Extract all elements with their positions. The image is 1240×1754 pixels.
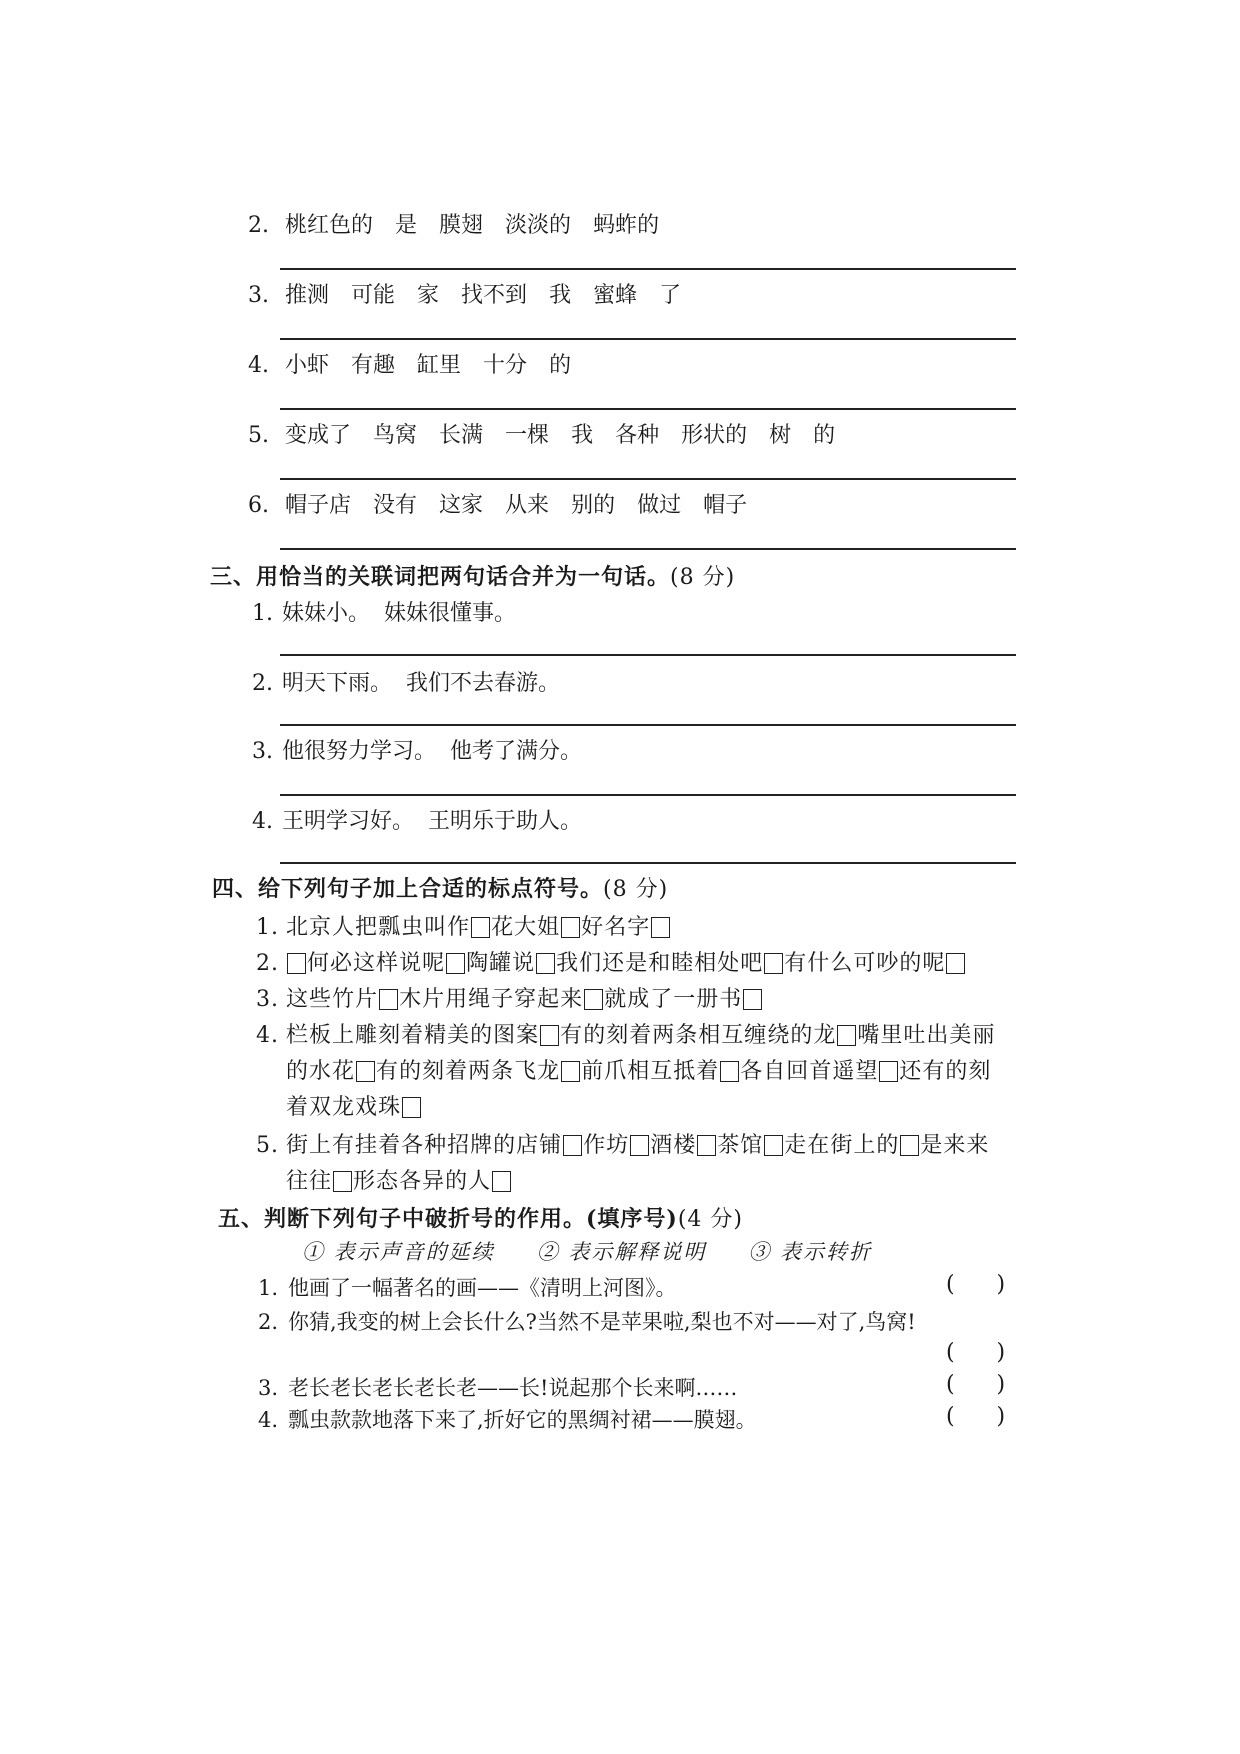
word: 变成了: [285, 423, 352, 448]
combine-item-3: [252, 734, 582, 765]
item-number: 3.: [258, 1376, 279, 1400]
word: 树: [769, 423, 792, 448]
punctuation-line[interactable]: 往往 形态各异的人: [286, 1169, 512, 1194]
word: 鸟窝: [373, 423, 418, 448]
punctuation-box[interactable]: [946, 953, 965, 974]
item-number: 4.: [248, 353, 269, 378]
item-text: 他画了一幅著名的画——《清明上河图》。: [288, 1276, 677, 1300]
punctuation-box[interactable]: [900, 1135, 919, 1156]
item-number: 6.: [248, 493, 269, 518]
word: 淡淡的: [505, 213, 572, 238]
punctuation-item-5-cont: [286, 1164, 512, 1195]
punctuation-box[interactable]: [764, 953, 783, 974]
item-number: 2.: [256, 951, 279, 976]
item-number: 2.: [252, 671, 273, 696]
punctuation-box[interactable]: [697, 1135, 716, 1156]
answer-line[interactable]: [280, 794, 1016, 796]
section-4-heading: [212, 872, 668, 903]
punctuation-item-5: [256, 1128, 989, 1159]
punctuation-box[interactable]: [563, 1135, 582, 1156]
punctuation-line[interactable]: 着双龙戏珠: [286, 1095, 422, 1120]
item-number: 2.: [248, 213, 269, 238]
item-text: 他很努力学习。 他考了满分。: [282, 739, 582, 764]
word: 有趣: [351, 353, 396, 378]
word: 的: [813, 423, 836, 448]
word: 这家: [439, 493, 484, 518]
punctuation-box[interactable]: [536, 953, 555, 974]
punctuation-item-2: [256, 946, 966, 977]
punctuation-item-4-cont: [286, 1054, 991, 1085]
punctuation-box[interactable]: [540, 1025, 559, 1046]
punctuation-box[interactable]: [492, 1171, 511, 1192]
word: 家: [417, 283, 440, 308]
punctuation-box[interactable]: [471, 917, 490, 938]
punctuation-box[interactable]: [446, 953, 465, 974]
item-number: 3.: [256, 987, 279, 1012]
item-number: 5.: [248, 423, 269, 448]
punctuation-box[interactable]: [561, 1061, 580, 1082]
dash-item-3: [258, 1372, 737, 1402]
answer-line[interactable]: [280, 478, 1016, 480]
word: 的: [549, 353, 572, 378]
word: 别的: [571, 493, 616, 518]
option-1: ① 表示声音的延续: [302, 1240, 495, 1264]
word: 桃红色的: [285, 213, 374, 238]
word: 了: [659, 283, 682, 308]
item-number: 4.: [258, 1408, 279, 1432]
word: 找不到: [461, 283, 528, 308]
word: 一棵: [505, 423, 550, 448]
punctuation-line[interactable]: 这些竹片 木片用绳子穿起来 就成了一册书: [286, 987, 763, 1012]
item-number: 1.: [258, 1276, 279, 1300]
section-score: (8 分): [603, 877, 669, 902]
answer-line[interactable]: [280, 862, 1016, 864]
answer-line[interactable]: [280, 268, 1016, 270]
section-score: (8 分): [670, 565, 736, 590]
combine-item-4: [252, 804, 582, 835]
answer-line[interactable]: [280, 548, 1016, 550]
punctuation-box[interactable]: [743, 989, 762, 1010]
item-text: 老长老长老长老长老——长!说起那个长来啊……: [288, 1376, 738, 1400]
punctuation-box[interactable]: [287, 953, 306, 974]
combine-item-2: [252, 666, 560, 697]
section-title: 四、给下列句子加上合适的标点符号。: [212, 876, 604, 902]
punctuation-box[interactable]: [837, 1025, 856, 1046]
punctuation-box[interactable]: [333, 1171, 352, 1192]
word: 可能: [351, 283, 396, 308]
punctuation-box[interactable]: [630, 1135, 649, 1156]
punctuation-line[interactable]: 的水花 有的刻着两条飞龙 前爪相互抵着 各自回首遥望 还有的刻: [286, 1059, 992, 1084]
reorder-item-5: [248, 418, 857, 449]
answer-line[interactable]: [280, 654, 1016, 656]
section-5-heading: [218, 1202, 743, 1233]
word: 缸里: [417, 353, 462, 378]
word: 形状的: [681, 423, 748, 448]
punctuation-box[interactable]: [402, 1097, 421, 1118]
word: 各种: [615, 423, 660, 448]
answer-line[interactable]: [280, 724, 1016, 726]
punctuation-box[interactable]: [379, 989, 398, 1010]
word: 帽子: [703, 493, 748, 518]
word: 没有: [373, 493, 418, 518]
punctuation-line[interactable]: 街上有挂着各种招牌的店铺 作坊 酒楼 茶馆 走在街上的 是来来: [286, 1133, 990, 1158]
option-3: ③ 表示转折: [748, 1240, 873, 1264]
word: 我: [549, 283, 572, 308]
reorder-item-6: [248, 488, 769, 519]
dash-usage-options: [302, 1236, 872, 1266]
punctuation-box[interactable]: [651, 917, 670, 938]
combine-item-1: [252, 596, 516, 627]
punctuation-line[interactable]: 栏板上雕刻着精美的图案 有的刻着两条相互缠绕的龙 嘴里吐出美丽: [286, 1023, 996, 1048]
word: 长满: [439, 423, 484, 448]
item-text: 王明学习好。 王明乐于助人。: [282, 809, 582, 834]
punctuation-box[interactable]: [584, 989, 603, 1010]
word: 小虾: [285, 353, 330, 378]
word: 做过: [637, 493, 682, 518]
punctuation-box[interactable]: [561, 917, 580, 938]
section-3-heading: [210, 560, 735, 591]
word: 蜜蜂: [593, 283, 638, 308]
option-2: ② 表示解释说明: [536, 1240, 707, 1264]
section-title: 三、用恰当的关联词把两句话合并为一句话。: [210, 564, 671, 590]
punctuation-item-4-cont: [286, 1090, 422, 1121]
item-text: 你猜,我变的树上会长什么?当然不是苹果啦,梨也不对——对了,鸟窝!: [288, 1310, 916, 1334]
answer-paren[interactable]: ( ): [946, 1340, 1006, 1365]
item-number: 2.: [258, 1310, 279, 1334]
punctuation-line[interactable]: 何必这样说呢 陶罐说 我们还是和睦相处吧 有什么可吵的呢: [286, 951, 966, 976]
reorder-item-2: [248, 208, 681, 239]
item-text: 明天下雨。 我们不去春游。: [282, 671, 560, 696]
word: 十分: [483, 353, 528, 378]
reorder-item-3: [248, 278, 703, 309]
section-score: (4 分): [677, 1207, 743, 1232]
item-number: 4.: [252, 809, 273, 834]
word: 从来: [505, 493, 550, 518]
item-text: 妹妹小。 妹妹很懂事。: [282, 601, 516, 626]
word: 推测: [285, 283, 330, 308]
punctuation-box[interactable]: [764, 1135, 783, 1156]
reorder-item-4: [248, 348, 593, 379]
punctuation-item-1: [256, 910, 671, 941]
punctuation-box[interactable]: [720, 1061, 739, 1082]
item-number: 1.: [252, 601, 273, 626]
answer-paren[interactable]: ( ): [946, 1404, 1006, 1429]
punctuation-item-4: [256, 1018, 995, 1049]
answer-line[interactable]: [280, 338, 1016, 340]
word: 蚂蚱的: [593, 213, 660, 238]
dash-item-2: [258, 1306, 916, 1336]
word: 是: [395, 213, 418, 238]
item-number: 4.: [256, 1023, 279, 1048]
punctuation-box[interactable]: [879, 1061, 898, 1082]
punctuation-line[interactable]: 北京人把瓢虫叫作 花大姐 好名字: [286, 915, 671, 940]
item-number: 1.: [256, 915, 279, 940]
punctuation-item-3: [256, 982, 763, 1013]
item-number: 3.: [252, 739, 273, 764]
item-text: 瓢虫款款地落下来了,折好它的黑绸衬裙——膜翅。: [288, 1408, 757, 1432]
answer-paren[interactable]: ( ): [946, 1372, 1006, 1397]
dash-item-4: [258, 1404, 757, 1434]
section-title: 五、判断下列句子中破折号的作用。(填序号): [218, 1206, 678, 1232]
word: 膜翅: [439, 213, 484, 238]
answer-line[interactable]: [280, 408, 1016, 410]
dash-item-1: [258, 1272, 677, 1302]
item-number: 5.: [256, 1133, 279, 1158]
word: 我: [571, 423, 594, 448]
answer-paren[interactable]: ( ): [946, 1272, 1006, 1297]
item-number: 3.: [248, 283, 269, 308]
punctuation-box[interactable]: [356, 1061, 375, 1082]
word: 帽子店: [285, 493, 352, 518]
